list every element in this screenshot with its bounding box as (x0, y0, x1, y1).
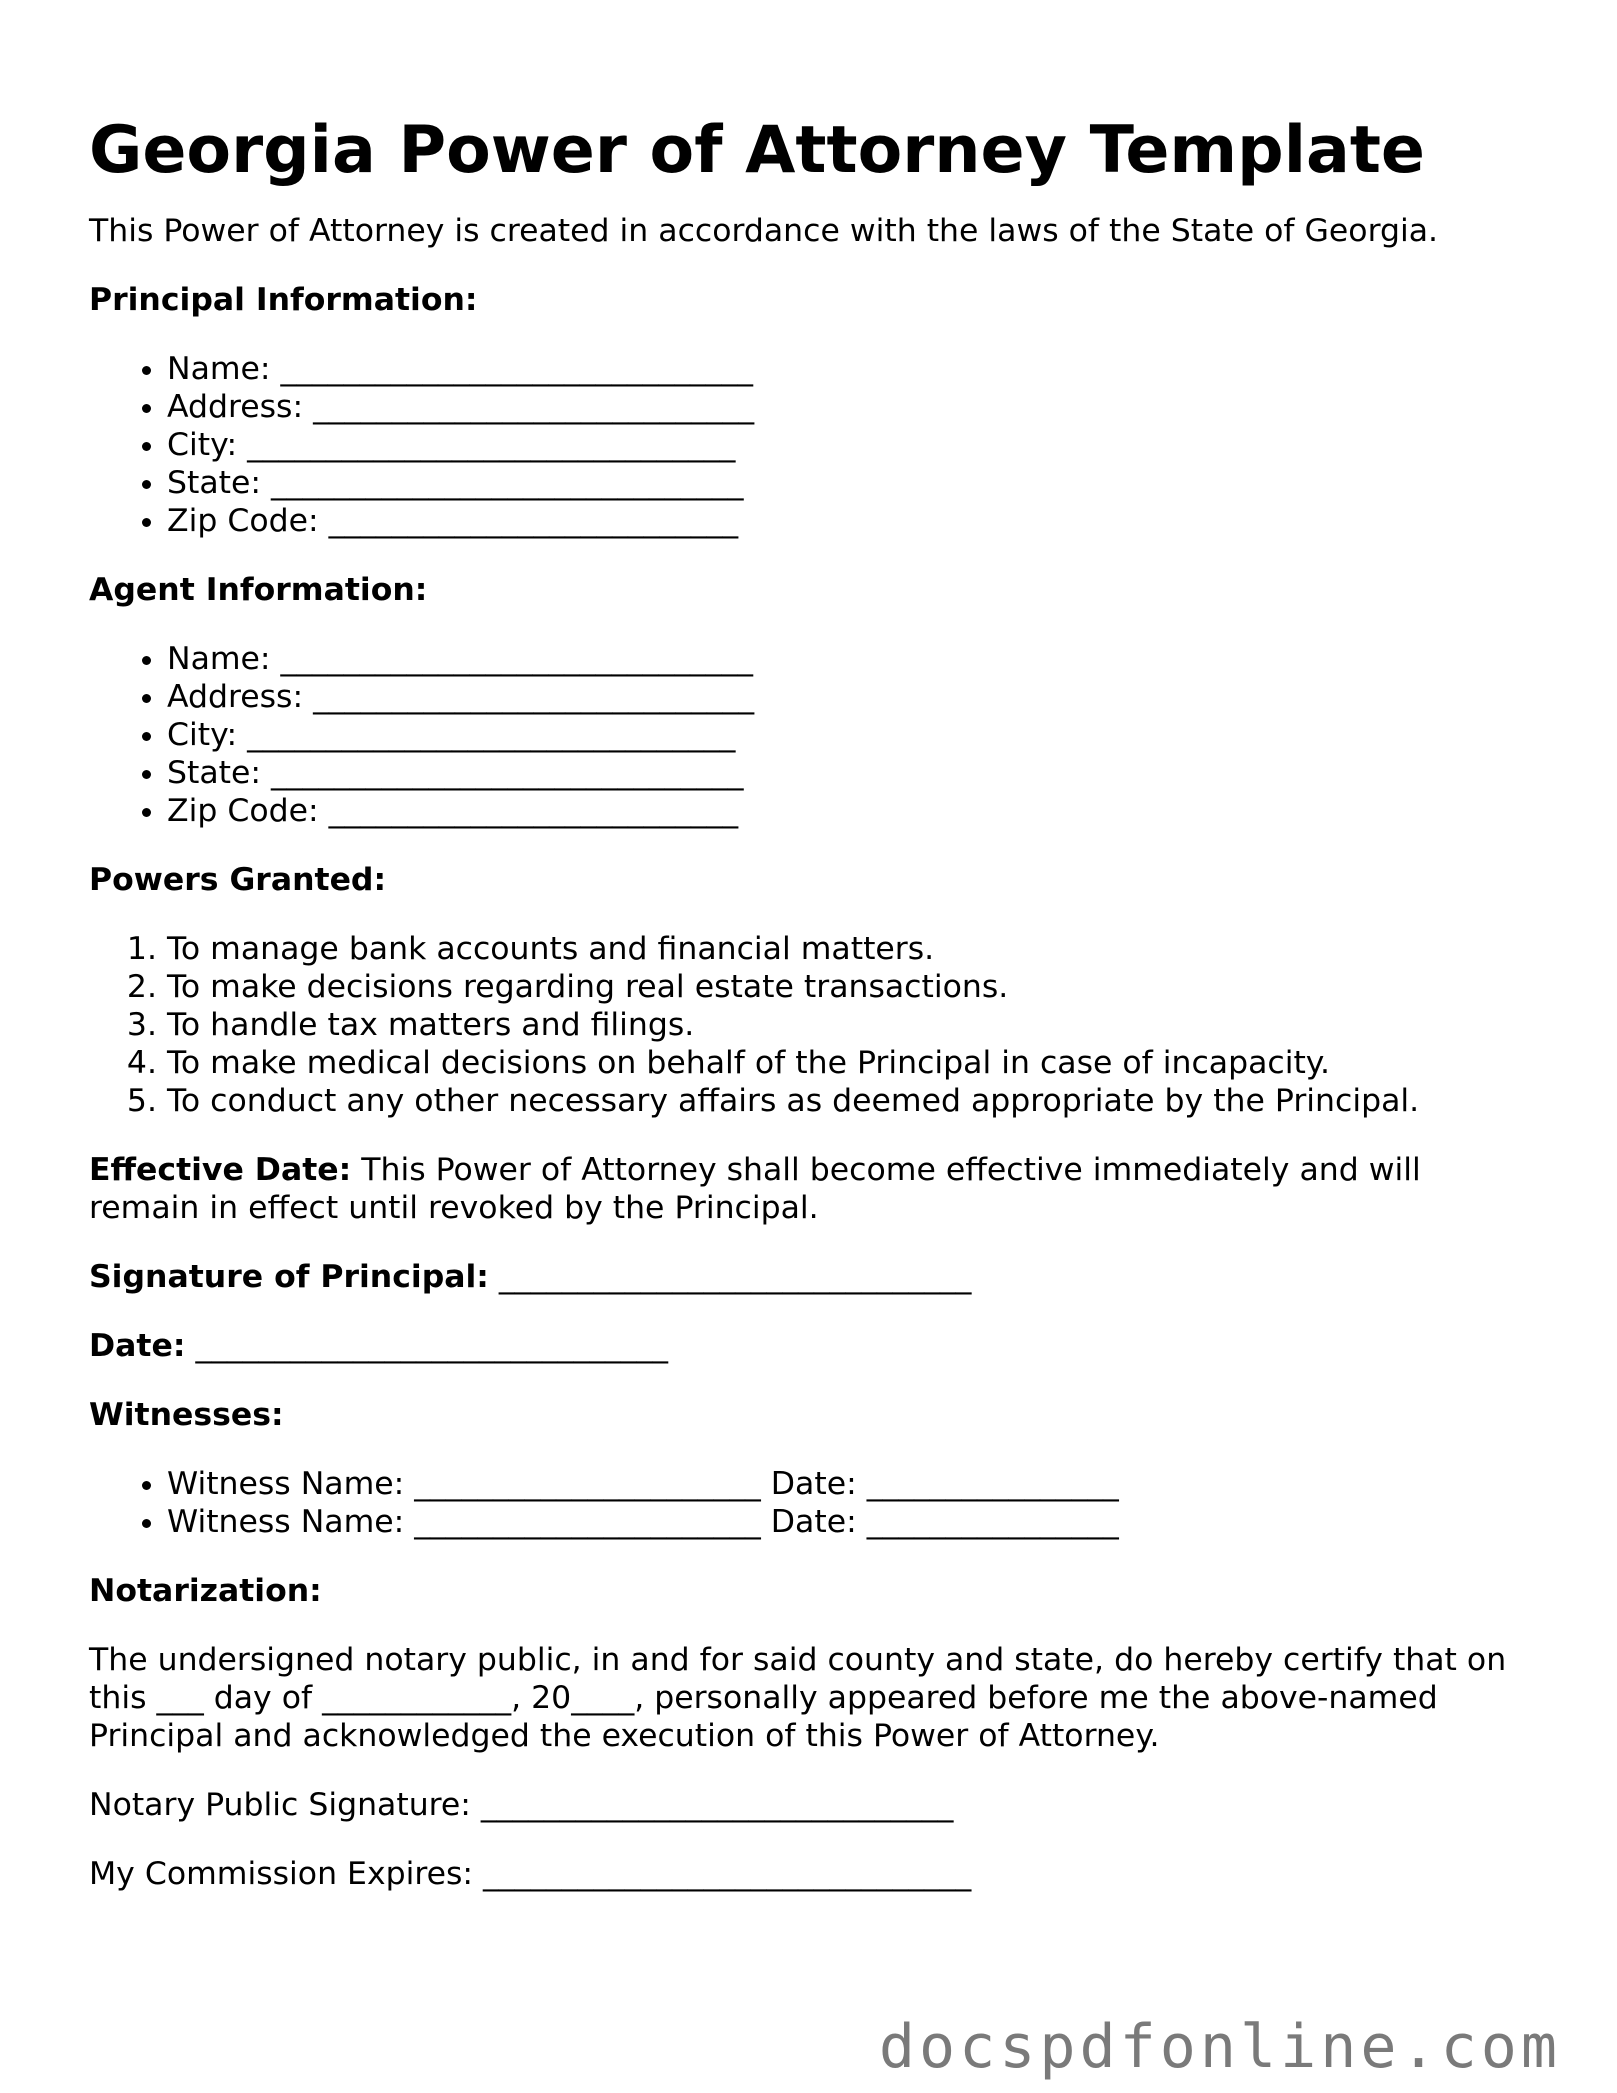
witnesses-list (89, 1465, 1529, 1541)
principal-address-field: • Address: ____________________________ (167, 388, 1529, 426)
date-blank: ______________________________ (185, 1328, 668, 1364)
powers-list (89, 930, 1529, 1120)
agent-state-field: • State: ______________________________ (167, 754, 1529, 792)
document-title: Georgia Power of Attorney Template (89, 113, 1425, 188)
principal-signature-blank: ______________________________ (488, 1259, 972, 1295)
power-item: 2. To make decisions regarding real estate transactions. (167, 968, 1529, 1006)
agent-heading: Agent Information: (89, 572, 428, 608)
watermark: docspdfonline.com (878, 2012, 1561, 2082)
witnesses-heading: Witnesses: (89, 1397, 284, 1433)
witness-line: • Witness Name: ______________________ Date: ________________ (167, 1465, 1529, 1503)
notarization-heading: Notarization: (89, 1573, 322, 1609)
agent-fields (89, 640, 1529, 830)
powers-heading: Powers Granted: (89, 862, 387, 898)
witness-line: • Witness Name: ______________________ Date: ________________ (167, 1503, 1529, 1541)
principal-zip-field: • Zip Code: __________________________ (167, 502, 1529, 540)
document-page (89, 112, 1529, 1924)
agent-name-field: • Name: ______________________________ (167, 640, 1529, 678)
principal-city-field: • City: _______________________________ (167, 426, 1529, 464)
notary-signature-line: Notary Public Signature: ______________________________ (89, 1787, 954, 1823)
date-label: Date: (89, 1328, 186, 1364)
effective-date-label: Effective Date: (89, 1152, 352, 1188)
notarization-paragraph: The undersigned notary public, in and for said county and state, do hereby certify that on this ___ day of ____________, 20____, personally appeared before me the above-named Principal and acknowledged the execution of this Power of Attorney. (89, 1642, 1507, 1754)
agent-address-field: • Address: ____________________________ (167, 678, 1529, 716)
date-line (89, 1327, 1529, 1365)
power-item: 1. To manage bank accounts and financial matters. (167, 930, 1529, 968)
principal-fields (89, 350, 1529, 540)
principal-state-field: • State: ______________________________ (167, 464, 1529, 502)
power-item: 3. To handle tax matters and filings. (167, 1006, 1529, 1044)
power-item: 5. To conduct any other necessary affairs as deemed appropriate by the Principal. (167, 1082, 1529, 1120)
commission-expires-line: My Commission Expires: _______________________________ (89, 1856, 972, 1892)
agent-zip-field: • Zip Code: __________________________ (167, 792, 1529, 830)
intro-paragraph: This Power of Attorney is created in accordance with the laws of the State of Georgia. (89, 213, 1439, 249)
effective-date-paragraph (89, 1151, 1529, 1227)
principal-heading: Principal Information: (89, 282, 478, 318)
power-item: 4. To make medical decisions on behalf of the Principal in case of incapacity. (167, 1044, 1529, 1082)
principal-signature-label: Signature of Principal: (89, 1259, 489, 1295)
principal-signature-line (89, 1258, 1529, 1296)
principal-name-field: • Name: ______________________________ (167, 350, 1529, 388)
agent-city-field: • City: _______________________________ (167, 716, 1529, 754)
effective-date-text: This Power of Attorney shall become effective immediately and will remain in effect until revoked by the Principal. (89, 1152, 1421, 1226)
